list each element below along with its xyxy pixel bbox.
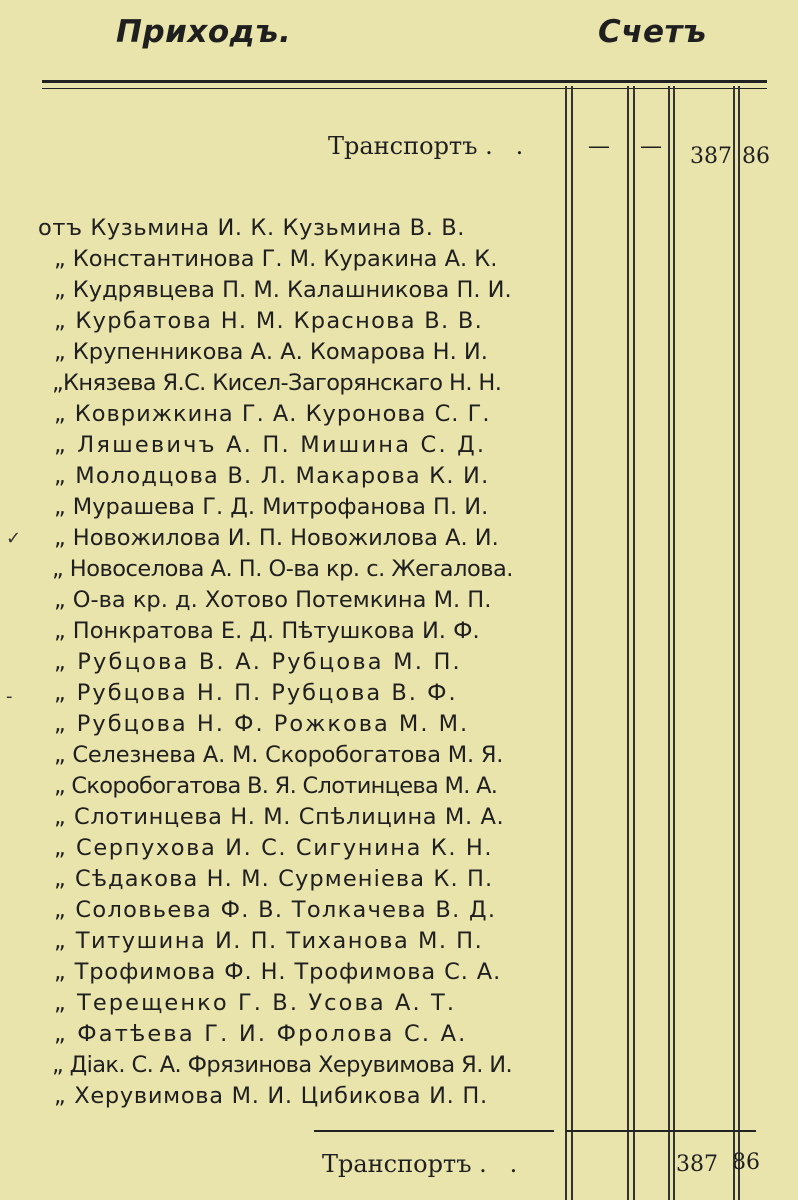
column-line-3 (627, 86, 629, 1200)
list-item: „ Мурашева Г. Д. Митрофанова П. И. (54, 494, 489, 520)
list-item: „ Курбатова Н. М. Краснова В. В. (54, 308, 484, 334)
list-item: „ Слотинцева Н. М. Спѣлицина М. А. (54, 804, 505, 830)
list-item: „ Рубцова Н. П. Рубцова В. Ф. (54, 680, 458, 706)
list-item: „ Херувимова М. И. Цибикова И. П. (54, 1083, 488, 1109)
header-account: Счетъ (598, 14, 707, 50)
header-income: Приходъ. (116, 14, 292, 50)
list-item: „ Діак. С. А. Фрязинова Херувимова Я. И. (52, 1052, 513, 1078)
margin-tick-mark: ✓ (6, 528, 22, 549)
list-item: „ Крупенникова А. А. Комарова Н. И. (54, 339, 488, 365)
list-item: „ Терещенко Г. В. Усова А. Т. (54, 990, 457, 1016)
column-line-2 (571, 86, 573, 1200)
column-line-1 (565, 86, 567, 1200)
top-rule-thick (42, 80, 767, 83)
entries-list (38, 213, 560, 1112)
transport-top-label: Транспортъ . . (328, 132, 524, 160)
list-item: „ Молодцова В. Л. Макарова К. И. (54, 463, 490, 489)
transport-top-dash-2: — (640, 134, 662, 159)
list-item: „ Серпухова И. С. Сигунина К. Н. (54, 835, 494, 861)
transport-top-dash-1: — (588, 134, 610, 159)
column-line-8 (738, 86, 740, 1200)
column-line-5 (668, 86, 670, 1200)
list-item: „Князева Я.С. Кисел-Загорянскаго Н. Н. (52, 370, 502, 396)
list-item: „ Фатѣева Г. И. Фролова С. А. (54, 1021, 468, 1047)
list-item: „ Понкратова Е. Д. Пѣтушкова И. Ф. (54, 618, 480, 644)
margin-dot-mark: ‑ (6, 686, 13, 707)
list-item: „ Новожилова И. П. Новожилова А. И. (54, 525, 499, 551)
transport-bottom-kopecks: 86 (732, 1150, 760, 1175)
list-item: „ Соловьева Ф. В. Толкачева В. Д. (54, 897, 497, 923)
bottom-rule-left (314, 1130, 554, 1132)
list-item: отъ Кузьмина И. К. Кузьмина В. В. (38, 215, 465, 241)
top-rule-thin (42, 88, 767, 89)
list-item: „ Сѣдакова Н. М. Сурменіева К. П. (54, 866, 494, 892)
list-item: „ Селезнева А. М. Скоробогатова М. Я. (54, 742, 504, 768)
list-item: „ Константинова Г. М. Куракина А. К. (54, 246, 498, 272)
transport-bottom-rubles: 387 (676, 1152, 718, 1177)
transport-top-rubles: 387 (690, 144, 732, 169)
transport-bottom-label: Транспортъ . . (322, 1150, 518, 1178)
transport-top-kopecks: 86 (742, 144, 770, 169)
list-item: „ Скоробогатова В. Я. Слотинцева М. А. (54, 773, 498, 799)
list-item: „ Новоселова А. П. О-ва кр. с. Жегалова. (52, 556, 513, 582)
list-item: „ Трофимова Ф. Н. Трофимова С. А. (54, 959, 502, 985)
column-line-6 (673, 86, 675, 1200)
list-item: „ Рубцова В. А. Рубцова М. П. (54, 649, 462, 675)
list-item: „ О-ва кр. д. Хотово Потемкина М. П. (54, 587, 492, 613)
list-item: „ Титушина И. П. Тиханова М. П. (54, 928, 484, 954)
list-item: „ Кудрявцева П. М. Калашникова П. И. (54, 277, 512, 303)
list-item: „ Ляшевичъ А. П. Мишина С. Д. (54, 432, 487, 458)
list-item: „ Рубцова Н. Ф. Рожкова М. М. (54, 711, 470, 737)
bottom-rule-right (566, 1130, 756, 1132)
column-line-7 (733, 86, 735, 1200)
list-item: „ Коврижкина Г. А. Куронова С. Г. (54, 401, 491, 427)
column-line-4 (633, 86, 635, 1200)
